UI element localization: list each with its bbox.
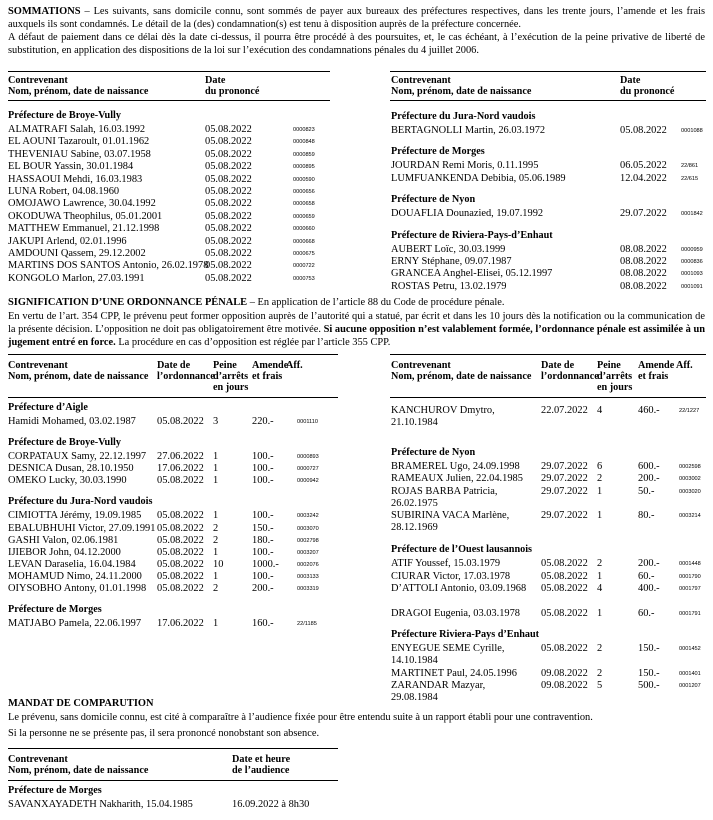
reference-number: 0000660 (293, 226, 315, 233)
contrevenant-name: SUBIRINA VACA Marlène, 28.12.1969 (391, 510, 510, 534)
peine-jours: 2 (597, 558, 603, 570)
contrevenant-name: CIURAR Victor, 17.03.1978 (391, 570, 511, 582)
sommations-right-header-name: Contrevenant Nom, prénom, date de naissance (391, 75, 532, 98)
contrevenant-name: BERTAGNOLLI Martin, 26.03.1972 (391, 125, 546, 136)
audience-date: 16.09.2022 à 8h30 (232, 799, 310, 810)
table-row (8, 236, 330, 248)
contrevenant-name: EL AOUNI Tazaroult, 01.01.1962 (8, 136, 150, 148)
aff-number: 0001448 (679, 561, 701, 568)
amende-frais: 600.- (638, 460, 660, 472)
group-title: Préfecture d’Aigle (8, 402, 88, 413)
reference-number: 0000848 (293, 139, 315, 146)
aff-number: 0003133 (297, 573, 319, 580)
prononce-date: 05.08.2022 (205, 272, 252, 284)
table-row (8, 451, 338, 463)
prononce-date: 05.08.2022 (205, 235, 252, 247)
reference-number: 0000859 (293, 151, 315, 158)
signification-left-header-peine: Peine d’arrêts en jours (213, 360, 249, 394)
table-row (391, 281, 706, 293)
signification-left-header-date: Date de l’ordonnance (157, 360, 215, 383)
ordonnance-date: 05.08.2022 (541, 570, 588, 582)
table-row (8, 186, 330, 198)
aff-number: 0000893 (297, 454, 319, 461)
aff-number: 0001452 (679, 646, 701, 653)
signification-right-header-amende: Amende et frais (638, 360, 675, 383)
ordonnance-date: 05.08.2022 (541, 643, 588, 655)
reference-number: 22/615 (681, 175, 699, 182)
amende-frais: 400.- (638, 583, 660, 594)
prononce-date: 05.08.2022 (205, 260, 252, 272)
aff-number: 0003207 (297, 549, 319, 556)
reference-number: 0000895 (293, 164, 315, 171)
peine-jours: 2 (597, 668, 603, 679)
ordonnance-date: 05.08.2022 (157, 510, 204, 522)
ordonnance-date: 05.08.2022 (157, 534, 204, 546)
contrevenant-name: MARTINS DOS SANTOS Antonio, 26.02.1978 (8, 260, 209, 272)
table-row (391, 244, 706, 256)
aff-number: 0003020 (679, 488, 701, 495)
contrevenant-name: CIMIOTTA Jérémy, 19.09.1985 (8, 510, 142, 522)
contrevenant-name: EL BOUR Yassin, 30.01.1984 (8, 161, 134, 173)
peine-jours: 1 (213, 475, 219, 487)
table-row (391, 461, 706, 473)
mandat-rule-top (8, 748, 338, 749)
contrevenant-name: LUMFUANKENDA Debibia, 05.06.1989 (391, 172, 566, 184)
amende-frais: 200.- (638, 558, 660, 570)
peine-jours: 10 (213, 558, 224, 570)
table-row (8, 571, 338, 583)
signification-left-rule-bottom (8, 397, 338, 398)
contrevenant-name: KONGOLO Marlon, 27.03.1991 (8, 272, 145, 284)
table-row (391, 160, 706, 172)
contrevenant-name: MATTHEW Emmanuel, 21.12.1998 (8, 223, 160, 235)
ordonnance-date: 05.08.2022 (541, 607, 588, 619)
mandat-header-date: Date et heure de l’audience (232, 754, 291, 777)
mandat-rule-bottom (8, 780, 338, 781)
reference-number: 0000659 (293, 213, 315, 220)
table-row (8, 161, 330, 173)
table-row (391, 268, 706, 280)
table-row (391, 405, 706, 429)
peine-jours: 1 (597, 485, 603, 497)
peine-jours: 1 (213, 618, 219, 630)
table-row (391, 558, 706, 570)
sommations-right-rule-top (390, 71, 706, 72)
signification-right-rule-top (390, 354, 706, 355)
table-row (8, 198, 330, 210)
amende-frais: 150.- (638, 643, 660, 655)
aff-number: 0003070 (297, 525, 319, 532)
amende-frais: 150.- (638, 668, 660, 679)
table-row (391, 680, 706, 704)
table-row (391, 510, 706, 534)
mandat-header-name: Contrevenant Nom, prénom, date de naissance (8, 754, 149, 777)
peine-jours: 1 (213, 510, 219, 522)
contrevenant-name: GASHI Valon, 02.06.1981 (8, 534, 119, 546)
table-row (8, 136, 330, 148)
ordonnance-date: 05.08.2022 (157, 570, 204, 582)
signification-title: SIGNIFICATION D’UNE ORDONNANCE PÉNALE (8, 297, 248, 308)
signification-text: – En application de l’article 88 du Code de procédure pénale. (247, 297, 505, 308)
group-title: Préfecture de Morges (391, 146, 485, 158)
signification-right-header-aff: Aff. (676, 360, 693, 371)
amende-frais: 200.- (252, 583, 274, 594)
contrevenant-name: MOHAMUD Nimo, 24.11.2000 (8, 570, 142, 582)
contrevenant-name: RAMEAUX Julien, 22.04.1985 (391, 473, 523, 485)
contrevenant-name: AMDOUNI Qassem, 29.12.2002 (8, 248, 146, 259)
prononce-date: 08.08.2022 (620, 243, 667, 255)
signification-text-2a: En vertu de l’art. 354 CPP, le prévenu peut former opposition auprès de l’autorité qui a statué, par écrit et dans les 10 jours dès la notification ou la communication de la présente décision. L’opposition ne doit pas obligatoirement être motivée. (8, 311, 705, 336)
signification-left-rule-top (8, 354, 338, 355)
aff-number: 0002076 (297, 561, 319, 568)
table-row (8, 559, 338, 571)
contrevenant-name: ZARANDAR Mazyar, 29.08.1984 (391, 680, 486, 704)
mandat-group-title: Préfecture de Morges (8, 785, 102, 796)
reference-number: 0000590 (293, 176, 315, 183)
contrevenant-name: CORPATAUX Samy, 22.12.1997 (8, 451, 147, 463)
prononce-date: 08.08.2022 (620, 268, 667, 280)
contrevenant-name: DOUAFLIA Dounazied, 19.07.1992 (391, 208, 544, 220)
signification-paragraph-2 (8, 310, 705, 350)
contrevenant-name: JOURDAN Remi Moris, 0.11.1995 (391, 160, 539, 172)
aff-number: 0000727 (297, 466, 319, 473)
ordonnance-date: 17.06.2022 (157, 463, 204, 475)
ordonnance-date: 05.08.2022 (157, 475, 204, 487)
signification-right-header-peine: Peine d’arrêts en jours (597, 360, 633, 394)
signification-left-header-amende: Amende et frais (252, 360, 289, 383)
sommations-text: – Les suivants, sans domicile connu, sont sommés de payer aux bureaux des préfectures respectives, dans les trente jours, l’amende et les frais auxquels ils sont condamnés. Le détail de la (des) condamnation(s) est tenu à disposition auprès de la préfecture concernée. (8, 6, 705, 31)
reference-number: 0000753 (293, 275, 315, 282)
contrevenant-name: DRAGOI Eugenia, 03.03.1978 (391, 607, 521, 619)
contrevenant-name: OMEKO Lucky, 30.03.1990 (8, 475, 127, 487)
prononce-date: 05.08.2022 (205, 223, 252, 235)
aff-number: 0001207 (679, 683, 701, 690)
ordonnance-date: 17.06.2022 (157, 618, 204, 630)
peine-jours: 1 (213, 463, 219, 475)
ordonnance-date: 29.07.2022 (541, 510, 588, 522)
table-row (8, 223, 330, 235)
peine-jours: 4 (597, 405, 603, 416)
reference-number: 0001091 (681, 283, 703, 290)
contrevenant-name: OMOJAWO Lawrence, 30.04.1992 (8, 198, 156, 210)
table-row (391, 125, 706, 137)
amende-frais: 100.- (252, 570, 274, 582)
table-row (8, 475, 338, 487)
table-row (8, 535, 338, 547)
aff-number: 0001797 (679, 586, 701, 592)
contrevenant-name: ROSTAS Petru, 13.02.1979 (391, 280, 507, 292)
table-row (8, 149, 330, 161)
table-row (8, 523, 338, 535)
amende-frais: 60.- (638, 570, 655, 582)
sommations-left-header-name: Contrevenant Nom, prénom, date de naissance (8, 75, 149, 98)
group-title: Préfecture du Jura-Nord vaudois (391, 111, 536, 122)
peine-jours: 2 (597, 473, 603, 485)
contrevenant-name: ROJAS BARBA Patricia, 26.02.1975 (391, 485, 498, 509)
ordonnance-date: 22.07.2022 (541, 405, 588, 416)
table-row (8, 799, 338, 811)
contrevenant-name: LUNA Robert, 04.08.1960 (8, 186, 120, 197)
table-row (8, 547, 338, 559)
prononce-date: 05.08.2022 (205, 186, 252, 197)
signification-left-header-aff: Aff. (286, 360, 303, 371)
table-row (8, 463, 338, 475)
table-row (391, 473, 706, 485)
sommations-left-header-date: Date du prononcé (205, 75, 260, 98)
peine-jours: 2 (213, 522, 219, 534)
ordonnance-date: 05.08.2022 (541, 558, 588, 570)
table-row (391, 608, 706, 620)
peine-jours: 5 (597, 680, 603, 692)
contrevenant-name: IJIEBOR John, 04.12.2000 (8, 546, 121, 558)
ordonnance-date: 27.06.2022 (157, 451, 204, 463)
peine-jours: 6 (597, 460, 603, 472)
contrevenant-name: GRANCEA Anghel-Elisei, 05.12.1997 (391, 268, 553, 280)
peine-jours: 2 (597, 643, 603, 655)
signification-right-header-name: Contrevenant Nom, prénom, date de naissance (391, 360, 532, 383)
table-row (8, 618, 338, 630)
contrevenant-name: MARTINET Paul, 24.05.1996 (391, 668, 517, 679)
table-row (8, 260, 330, 272)
ordonnance-date: 05.08.2022 (157, 558, 204, 570)
ordonnance-date: 09.08.2022 (541, 668, 588, 679)
amende-frais: 100.- (252, 475, 274, 487)
contrevenant-name: OKODUWA Theophilus, 05.01.2001 (8, 210, 163, 222)
table-row (391, 173, 706, 185)
amende-frais: 180.- (252, 534, 274, 546)
peine-jours: 1 (597, 510, 603, 522)
reference-number: 0000656 (293, 189, 315, 195)
prononce-date: 05.08.2022 (205, 161, 252, 173)
contrevenant-name: AUBERT Loïc, 30.03.1999 (391, 243, 506, 255)
signification-text-2b: Si aucune opposition n’est valablement formée, l’ordonnance pénale est assimilée à un jugement entré en force. (8, 324, 705, 349)
aff-number: 22/1185 (297, 621, 317, 628)
table-row (8, 583, 338, 595)
amende-frais: 50.- (638, 485, 655, 497)
table-row (391, 643, 706, 667)
reference-number: 0000823 (293, 127, 315, 133)
ordonnance-date: 05.08.2022 (157, 416, 204, 427)
contrevenant-name: DESNICA Dusan, 28.10.1950 (8, 463, 134, 475)
prononce-date: 05.08.2022 (205, 173, 252, 185)
sommations-left-rule-bottom (8, 100, 330, 101)
prononce-date: 05.08.2022 (205, 198, 252, 210)
table-row (8, 174, 330, 186)
mandat-text-1: Le prévenu, sans domicile connu, est cité à comparaître à l’audience fixée pour être entendu suite à un rapport établi pour une contravention. (8, 712, 593, 723)
group-title: Préfecture de Nyon (391, 194, 476, 206)
aff-number: 0000942 (297, 478, 319, 485)
table-row (391, 583, 706, 607)
prononce-date: 12.04.2022 (620, 172, 667, 184)
table-row (391, 486, 706, 510)
amende-frais: 150.- (252, 522, 274, 534)
reference-number: 0000722 (293, 263, 315, 270)
reference-number: 0001842 (681, 211, 703, 218)
peine-jours: 2 (213, 534, 219, 546)
prononce-date: 05.08.2022 (205, 136, 252, 148)
table-row (8, 273, 330, 285)
aff-number: 0002598 (679, 463, 701, 470)
contrevenant-name: ALMATRAFI Salah, 16.03.1992 (8, 124, 146, 135)
signification-right-header-date: Date de l’ordonnance (541, 360, 599, 383)
reference-number: 0000959 (681, 246, 703, 253)
prononce-date: 05.08.2022 (205, 210, 252, 222)
contrevenant-name: ENYEGUE SEME Cyrille, 14.10.1984 (391, 643, 505, 667)
aff-number: 0002798 (297, 537, 319, 544)
group-title: Préfecture de Broye-Vully (8, 110, 121, 121)
ordonnance-date: 05.08.2022 (157, 546, 204, 558)
amende-frais: 500.- (638, 680, 660, 692)
sommations-left-rule-top (8, 71, 330, 72)
ordonnance-date: 05.08.2022 (541, 583, 588, 594)
peine-jours: 1 (597, 570, 603, 582)
contrevenant-name: MATJABO Pamela, 22.06.1997 (8, 618, 142, 630)
group-title: Préfecture de l’Ouest lausannois (391, 544, 533, 556)
aff-number: 0003319 (297, 586, 319, 592)
reference-number: 0001093 (681, 271, 703, 278)
prononce-date: 05.08.2022 (205, 124, 252, 135)
mandat-text-2: Si la personne ne se présente pas, il sera prononcé nonobstant son absence. (8, 728, 320, 739)
table-row (8, 416, 338, 428)
aff-number: 22/1227 (679, 408, 700, 414)
table-row (391, 256, 706, 268)
amende-frais: 460.- (638, 405, 660, 416)
contrevenant-name: LEVAN Daraselia, 16.04.1984 (8, 558, 136, 570)
peine-jours: 1 (597, 607, 603, 619)
peine-jours: 4 (597, 583, 603, 594)
contrevenant-name: ERNY Stéphane, 09.07.1987 (391, 256, 512, 267)
contrevenant-name: SAVANXAYADETH Nakharith, 15.04.1985 (8, 799, 193, 810)
contrevenant-name: BRAMEREL Ugo, 24.09.1998 (391, 460, 520, 472)
sommations-title: SOMMATIONS (8, 6, 81, 17)
sommations-intro (8, 5, 705, 31)
table-row (391, 208, 706, 220)
peine-jours: 3 (213, 416, 219, 427)
ordonnance-date: 29.07.2022 (541, 485, 588, 497)
contrevenant-name: OIYSOBHO Antony, 01.01.1998 (8, 583, 147, 594)
prononce-date: 05.08.2022 (205, 248, 252, 259)
signification-text-2c: La procédure en cas d’opposition est réglée par l’article 355 CPP. (115, 337, 391, 349)
contrevenant-name: EBALUBHUHI Victor, 27.09.1991 (8, 522, 156, 534)
reference-number: 0000668 (293, 238, 315, 245)
peine-jours: 1 (213, 451, 219, 463)
amende-frais: 220.- (252, 416, 274, 427)
amende-frais: 200.- (638, 473, 660, 485)
prononce-date: 06.05.2022 (620, 160, 667, 172)
group-title: Préfecture de Nyon (391, 446, 476, 458)
amende-frais: 100.- (252, 546, 274, 558)
aff-number: 0001110 (297, 419, 318, 425)
prononce-date: 08.08.2022 (620, 280, 667, 292)
reference-number: 0000658 (293, 201, 315, 208)
mandat-title: MANDAT DE COMPARUTION (8, 698, 154, 709)
reference-number: 0001088 (681, 128, 703, 134)
aff-number: 0003002 (679, 476, 701, 483)
prononce-date: 08.08.2022 (620, 256, 667, 267)
signification-intro (8, 296, 705, 309)
signification-left-header-name: Contrevenant Nom, prénom, date de naissance (8, 360, 149, 383)
contrevenant-name: JAKUPI Arlend, 02.01.1996 (8, 235, 127, 247)
prononce-date: 29.07.2022 (620, 208, 667, 220)
aff-number: 0003242 (297, 513, 319, 520)
amende-frais: 80.- (638, 510, 655, 522)
peine-jours: 2 (213, 583, 219, 594)
amende-frais: 160.- (252, 618, 274, 630)
reference-number: 0000836 (681, 259, 703, 265)
table-row (8, 510, 338, 522)
amende-frais: 100.- (252, 510, 274, 522)
table-row (391, 571, 706, 583)
amende-frais: 100.- (252, 463, 274, 475)
table-row (8, 211, 330, 223)
aff-number: 0001790 (679, 573, 701, 580)
aff-number: 0001791 (679, 610, 701, 617)
prononce-date: 05.08.2022 (620, 125, 667, 136)
sommations-right-rule-bottom (390, 100, 706, 101)
aff-number: 0001401 (679, 671, 701, 677)
amende-frais: 1000.- (252, 558, 279, 570)
prononce-date: 05.08.2022 (205, 148, 252, 160)
contrevenant-name: THEVENIAU Sabine, 03.07.1958 (8, 148, 151, 160)
ordonnance-date: 09.08.2022 (541, 680, 588, 692)
signification-right-rule-bottom (390, 397, 706, 398)
ordonnance-date: 05.08.2022 (157, 522, 204, 534)
reference-number: 22/861 (681, 163, 699, 170)
sommations-right-header-date: Date du prononcé (620, 75, 675, 98)
sommations-paragraph-2: A défaut de paiement dans ce délai dès la date ci-dessus, il pourra être procédé à des poursuites, et, le cas échéant, à l’exécution de la peine privative de liberté de substitution, en application des dispositions de la loi sur l’exécution des condamnations pénales du 4 juillet 2006. (8, 32, 705, 57)
group-title: Préfecture de Riviera-Pays-d’Enhaut (391, 229, 553, 241)
group-title: Préfecture de Broye-Vully (8, 437, 121, 449)
amende-frais: 60.- (638, 607, 655, 619)
contrevenant-name: HASSAOUI Mehdi, 16.03.1983 (8, 173, 143, 185)
group-title: Préfecture de Morges (8, 604, 102, 616)
contrevenant-name: KANCHUROV Dmytro, 21.10.1984 (391, 405, 495, 428)
table-row (8, 124, 330, 136)
table-row (8, 248, 330, 260)
peine-jours: 1 (213, 546, 219, 558)
ordonnance-date: 05.08.2022 (157, 583, 204, 594)
ordonnance-date: 29.07.2022 (541, 460, 588, 472)
group-title: Préfecture Riviera-Pays d’Enhaut (391, 629, 540, 641)
contrevenant-name: D’ATTOLI Antonio, 03.09.1968 (391, 583, 527, 594)
aff-number: 0003214 (679, 513, 701, 520)
ordonnance-date: 29.07.2022 (541, 473, 588, 485)
group-title: Préfecture du Jura-Nord vaudois (8, 496, 153, 508)
amende-frais: 100.- (252, 451, 274, 463)
contrevenant-name: ATIF Youssef, 15.03.1979 (391, 558, 501, 570)
peine-jours: 1 (213, 570, 219, 582)
reference-number: 0000675 (293, 251, 315, 257)
contrevenant-name: Hamidi Mohamed, 03.02.1987 (8, 416, 136, 427)
table-row (391, 668, 706, 680)
